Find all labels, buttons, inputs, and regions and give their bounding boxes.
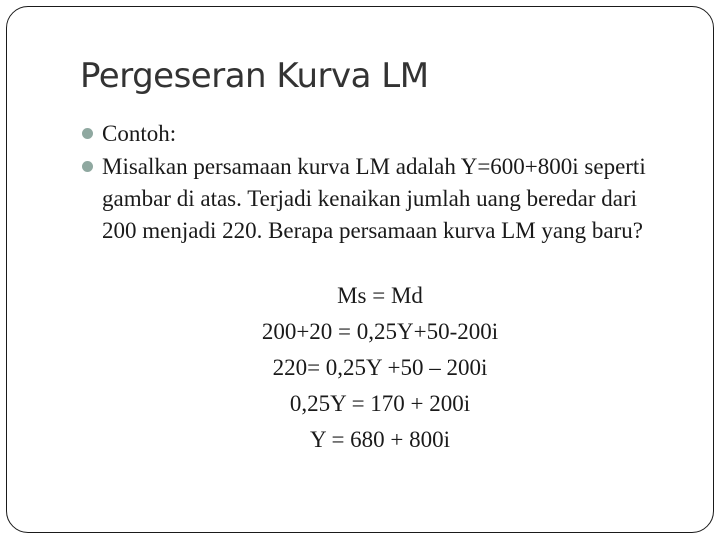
bullet-text: Contoh: (102, 121, 177, 146)
bullet-dot-icon (82, 128, 93, 139)
equation-line: Ms = Md (337, 283, 423, 308)
equation-line: Y = 680 + 800i (309, 427, 451, 452)
bullet-item-problem (82, 151, 672, 247)
slide-title: Pergeseran Kurva LM (80, 56, 429, 96)
equation-line: 220= 0,25Y +50 – 200i (272, 355, 488, 380)
bullet-dot-icon (82, 161, 93, 172)
equation-block (100, 278, 660, 458)
equation-line: 0,25Y = 170 + 200i (289, 391, 471, 416)
equation-line: 200+20 = 0,25Y+50-200i (261, 319, 499, 344)
bullet-item-example (82, 118, 672, 150)
bullet-list (82, 118, 672, 248)
bullet-text: Misalkan persamaan kurva LM adalah Y=600+800i seperti gambar di atas. Terjadi kenaikan jumlah uang beredar dari 200 menjadi 220. Berapa persamaan kurva LM yang baru? (102, 154, 646, 243)
